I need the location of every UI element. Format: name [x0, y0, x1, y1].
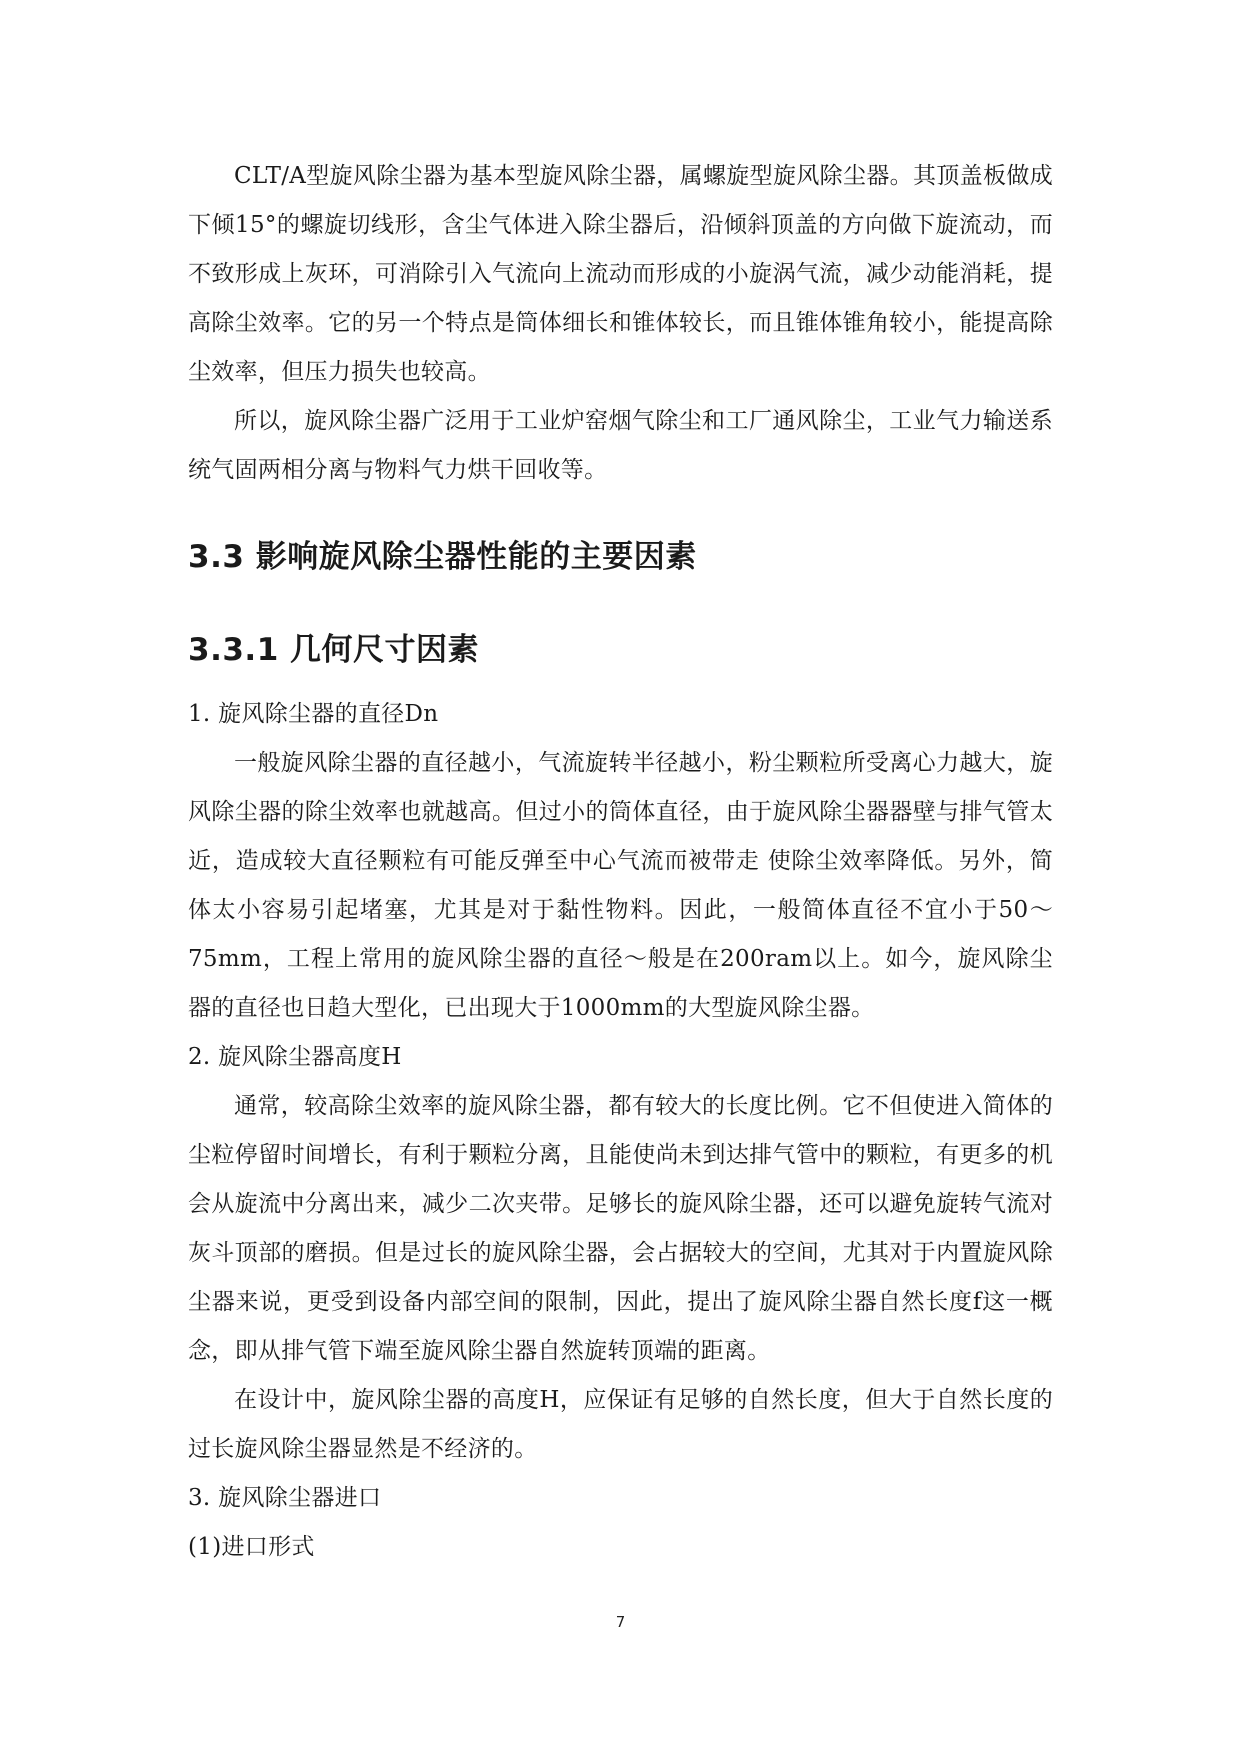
paragraph-clt-a: CLT/A型旋风除尘器为基本型旋风除尘器，属螺旋型旋风除尘器。其顶盖板做成下倾15°的螺旋切线形，含尘气体进入除尘器后，沿倾斜顶盖的方向做下旋流动，而不致形成上灰环，可消除引入气流向上流动而形成的小旋涡气流，减少动能消耗，提高除尘效率。它的另一个特点是筒体细长和锥体较长，而且锥体锥角较小，能提高除尘效率，但压力损失也较高。 [188, 163, 1053, 385]
section-heading-3-3: 3.3 影响旋风除尘器性能的主要因素 [188, 539, 697, 575]
paragraph-height-1: 通常，较高除尘效率的旋风除尘器，都有较大的长度比例。它不但使进入简体的尘粒停留时间增长，有利于颗粒分离，且能使尚未到达排气管中的颗粒，有更多的机会从旋流中分离出来，减少二次夹带。足够长的旋风除尘器，还可以避免旋转气流对灰斗顶部的磨损。但是过长的旋风除尘器，会占据较大的空间，尤其对于内置旋风除尘器来说，更受到设备内部空间的限制，因此，提出了旋风除尘器自然长度f这一概念，即从排气管下端至旋风除尘器自然旋转顶端的距离。 [188, 1093, 1053, 1364]
section-heading-3-3-1: 3.3.1 几何尺寸因素 [188, 632, 480, 668]
paragraph-applications: 所以，旋风除尘器广泛用于工业炉窑烟气除尘和工厂通风除尘，工业气力输送系统气固两相分离与物料气力烘干回收等。 [188, 408, 1053, 483]
list-item-title-inlet: 3. 旋风除尘器进口 [188, 1485, 382, 1511]
sub-item-inlet-form: (1)进口形式 [188, 1534, 315, 1560]
list-item-title-diameter: 1. 旋风除尘器的直径Dn [188, 701, 439, 727]
page-number: 7 [615, 1613, 626, 1631]
document-page [188, 152, 1053, 1572]
paragraph-diameter: 一般旋风除尘器的直径越小，气流旋转半径越小，粉尘颗粒所受离心力越大，旋风除尘器的除尘效率也就越高。但过小的筒体直径，由于旋风除尘器器壁与排气管太近，造成较大直径颗粒有可能反弹至中心气流而被带走 使除尘效率降低。另外，简体太小容易引起堵塞，尤其是对于黏性物料。因此，一般简体直径不宜小于50～75mm，工程上常用的旋风除尘器的直径～般是在200ram以上。如今，旋风除尘器的直径也日趋大型化，已出现大于1000mm的大型旋风除尘器。 [188, 750, 1053, 1021]
list-item-title-height: 2. 旋风除尘器高度H [188, 1044, 402, 1070]
paragraph-height-2: 在设计中，旋风除尘器的高度H，应保证有足够的自然长度，但大于自然长度的过长旋风除尘器显然是不经济的。 [188, 1387, 1053, 1462]
